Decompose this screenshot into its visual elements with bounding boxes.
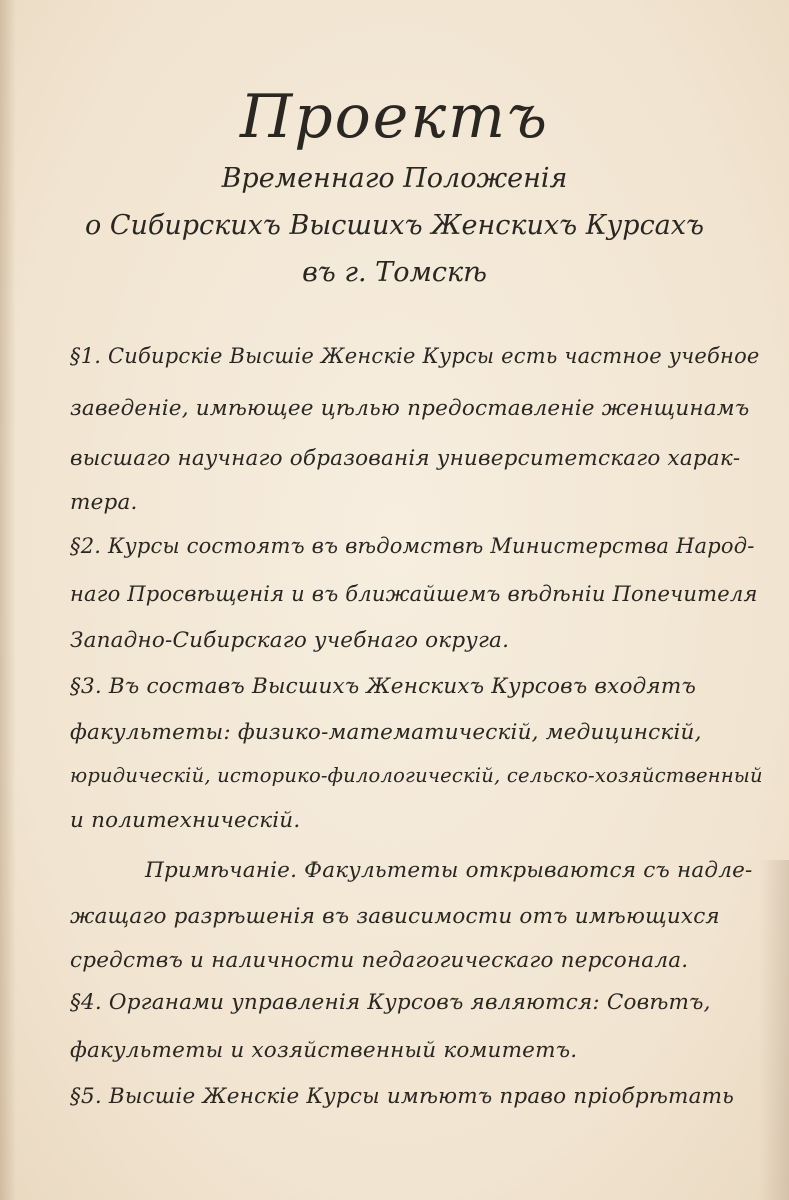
text-line: §3. Въ составъ Высшихъ Женскихъ Курсовъ входятъ	[70, 674, 696, 699]
text-line: и политехническій.	[70, 808, 301, 833]
subtitle-line-2: о Сибирскихъ Высшихъ Женскихъ Курсахъ	[84, 210, 705, 241]
text-line: факультеты: физико-математическій, медицинскій,	[70, 720, 702, 745]
text-line: §5. Высшіе Женскіе Курсы имѣютъ право пріобрѣтать	[70, 1084, 735, 1109]
text-line: высшаго научнаго образованія университетскаго харак-	[70, 446, 741, 471]
text-line: наго Просвѣщенія и въ ближайшемъ вѣдѣніи Попечителя	[70, 582, 758, 606]
text-line: тера.	[70, 490, 138, 515]
subtitle-line-1: Временнаго Положенія	[221, 163, 568, 194]
text-line: Западно-Сибирскаго учебнаго округа.	[70, 628, 510, 653]
text-line: §4. Органами управленія Курсовъ являются: Совѣтъ,	[70, 990, 711, 1015]
text-line: §2. Курсы состоятъ въ вѣдомствѣ Министерства Народ-	[70, 534, 755, 558]
note-line: жащаго разрѣшенія въ зависимости отъ имѣющихся	[70, 904, 720, 929]
text-line: юридическій, историко-филологическій, сельско-хозяйственный	[70, 764, 763, 787]
text-line: §1. Сибирскіе Высшіе Женскіе Курсы есть частное учебное	[70, 344, 760, 368]
note-line: средствъ и наличности педагогическаго персонала.	[70, 948, 689, 973]
document-title: Проектъ	[239, 82, 550, 152]
subtitle-line-3: въ г. Томскѣ	[302, 257, 487, 288]
note-line: Примѣчаніе. Факультеты открываются съ надле-	[145, 858, 753, 883]
text-line: факультеты и хозяйственный комитетъ.	[70, 1038, 578, 1063]
text-line: заведеніе, имѣющее цѣлью предоставленіе женщинамъ	[70, 396, 750, 421]
